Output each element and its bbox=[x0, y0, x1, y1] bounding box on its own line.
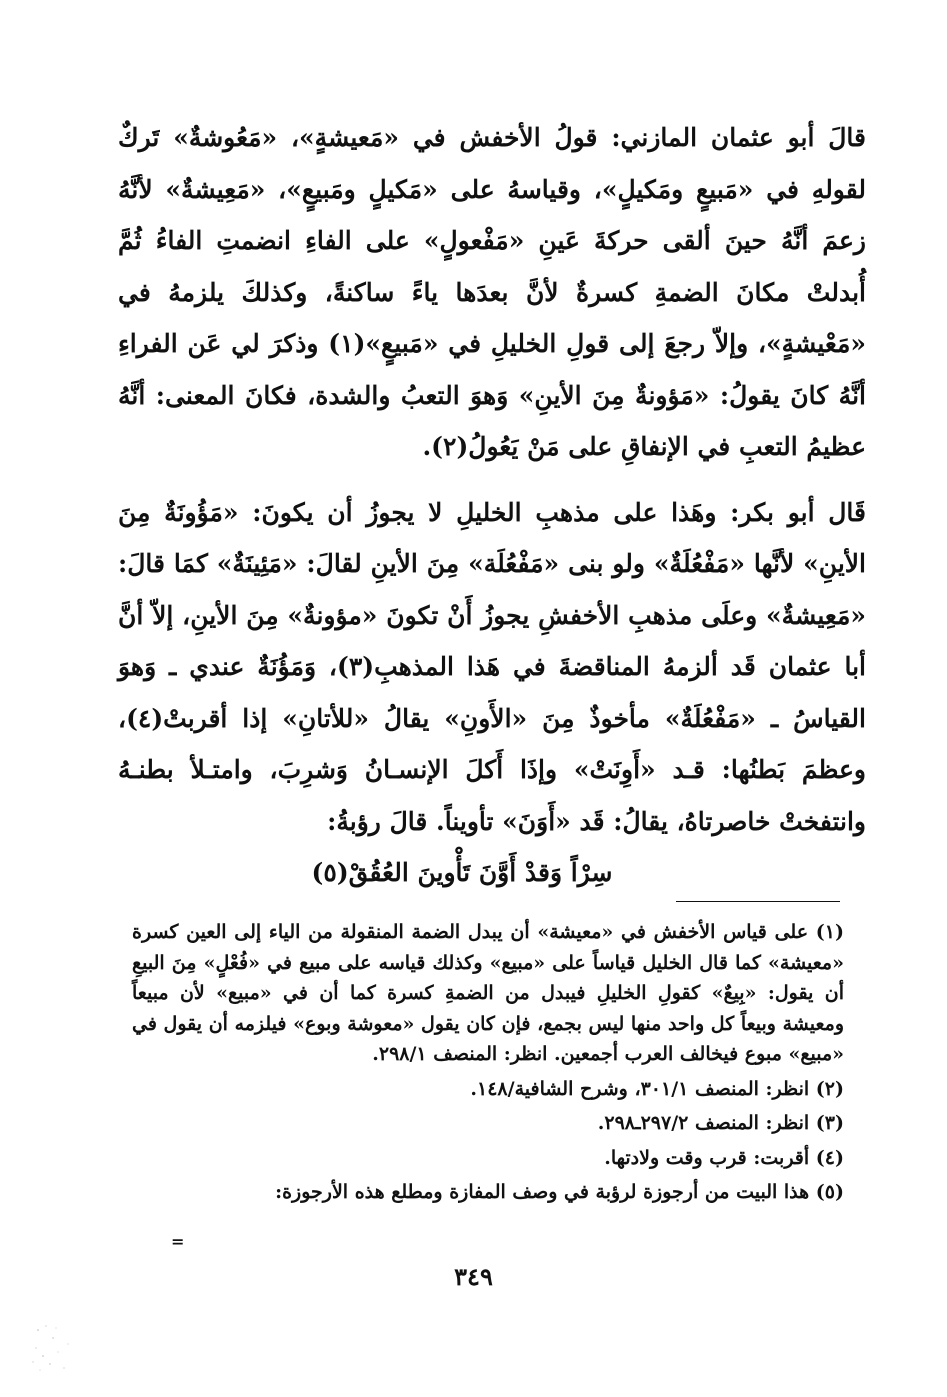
paragraph-2: قَال أبو بكر: وهَذا على مذهبِ الخليلِ لا يجوزُ أن يكونَ: «مَؤُونَةٌ مِنَ الأينِ» لأنَّها «مَفْعُلَةٌ» ولو بنى «مَفْعُلَة» مِنَ الأينِ لقالَ: «مَئِينَةٌ» كمَا قالَ: «مَعِيشةٌ» وعلَى مذهبِ الأخفشِ يجوزُ أَنْ تكونَ «مؤونةٌ» مِنَ الأينِ، إلاّ أنَّ أبا عثمان قَد ألزمهُ المناقضةَ في هَذا المذهبِ(٣)، وَمَؤُنَةٌ عندي ـ وَهوَ القياسُ ـ «مَفْعُلَةٌ» مأخوذٌ مِنَ «الأَونِ» يقالُ «للأتانِ» إذا أقربتْ(٤)، وعظمَ بَطنُها: قـد «أَوِنَتْ» وإذَا أَكلَ الإنسـانُ وَشرِبَ، وامتـلأ بطنـهُ وانتفختْ خاصرتاهُ، يقالُ: قَد «أَوَنَ» تأويناً. قالَ رؤبةُ: bbox=[118, 497, 866, 836]
scan-speckle-decoration bbox=[28, 1318, 78, 1378]
page-number: ٣٤٩ bbox=[454, 1262, 493, 1291]
continuation-mark: = bbox=[171, 1232, 185, 1251]
footnote-3: (٣) انظر: المنصف ٢٩٧/٢ـ٢٩٨. bbox=[597, 1112, 844, 1134]
footnote-2: (٢) انظر: المنصف ٣٠١/١، وشرح الشافية/١٤٨. bbox=[470, 1077, 844, 1100]
footnotes bbox=[132, 917, 844, 1208]
paragraph-1: قالَ أبو عثمان المازني: قولُ الأخفش في «مَعيشةٍ»، «مَعُوشةٌ» تَركٌ لقولهِ في «مَبيعٍ ومَكيلٍ»، وقياسهُ على «مَكيلٍ ومَبيعٍ»، «مَعِيشةٌ» لأنَّهُ زعمَ أنَّهُ حينَ ألقى حركةَ عَينِ «مَفْعولٍ» على الفاءِ انضمتِ الفاءُ ثُمَّ أُبدلتْ مكانَ الضمةِ كسرةٌ لأنَّ بعدَها ياءً ساكنةً، وكذلكَ يلزمهُ في «مَعْيشةٍ»، وإلاّ رجعَ إلى قولِ الخليلِ في «مَبيعٍ»(١) وذكرَ لي عَن الفراءِ أنَّهُ كانَ يقولُ: «مَؤونةٌ مِنَ الأينِ» وَهوَ التعبُ والشدة، فكانَ المعنى: أنَّهُ عظيمُ التعبِ في الإنفاقِ على مَنْ يَعُولُ(٢). bbox=[118, 123, 867, 461]
footnote-4: (٤) أقربت: قرب وقت ولادتها. bbox=[604, 1146, 844, 1169]
footnote-5: (٥) هذا البيت من أرجوزة لرؤبة في وصف المفازة ومطلع هذه الأرجوزة: bbox=[275, 1181, 844, 1203]
footnote-separator bbox=[676, 901, 840, 902]
poetry-verse: سِرْاً وَقدْ أَوَّنَ تَأْوينَ العُقُقْ(٥) bbox=[311, 858, 613, 887]
main-text bbox=[118, 112, 866, 899]
footnote-1: (١) على قياس الأخفش في «معيشة» أن يبدل الضمة المنقولة من الياء إلى العين كسرة «معيشة» كما قال الخليل قياساً على «مبيع» وكذلك قياسه على مبيع في «فُعْلٍ» مِنَ البيعِ أن يقول: «بِيعٌ» كقولِ الخليلِ فيبدل من الضمةِ كسرة كما أن في «مبيع» لأن مبيعاً ومعيشة وبيعاً كل واحد منها ليس بجمع، فإن كان يقول «معوشة وبوع» فيلزمه أن يقول في «مبيع» مبوع فيخالف العرب أجمعين. انظر: المنصف ٢٩٨/١. bbox=[132, 921, 844, 1065]
